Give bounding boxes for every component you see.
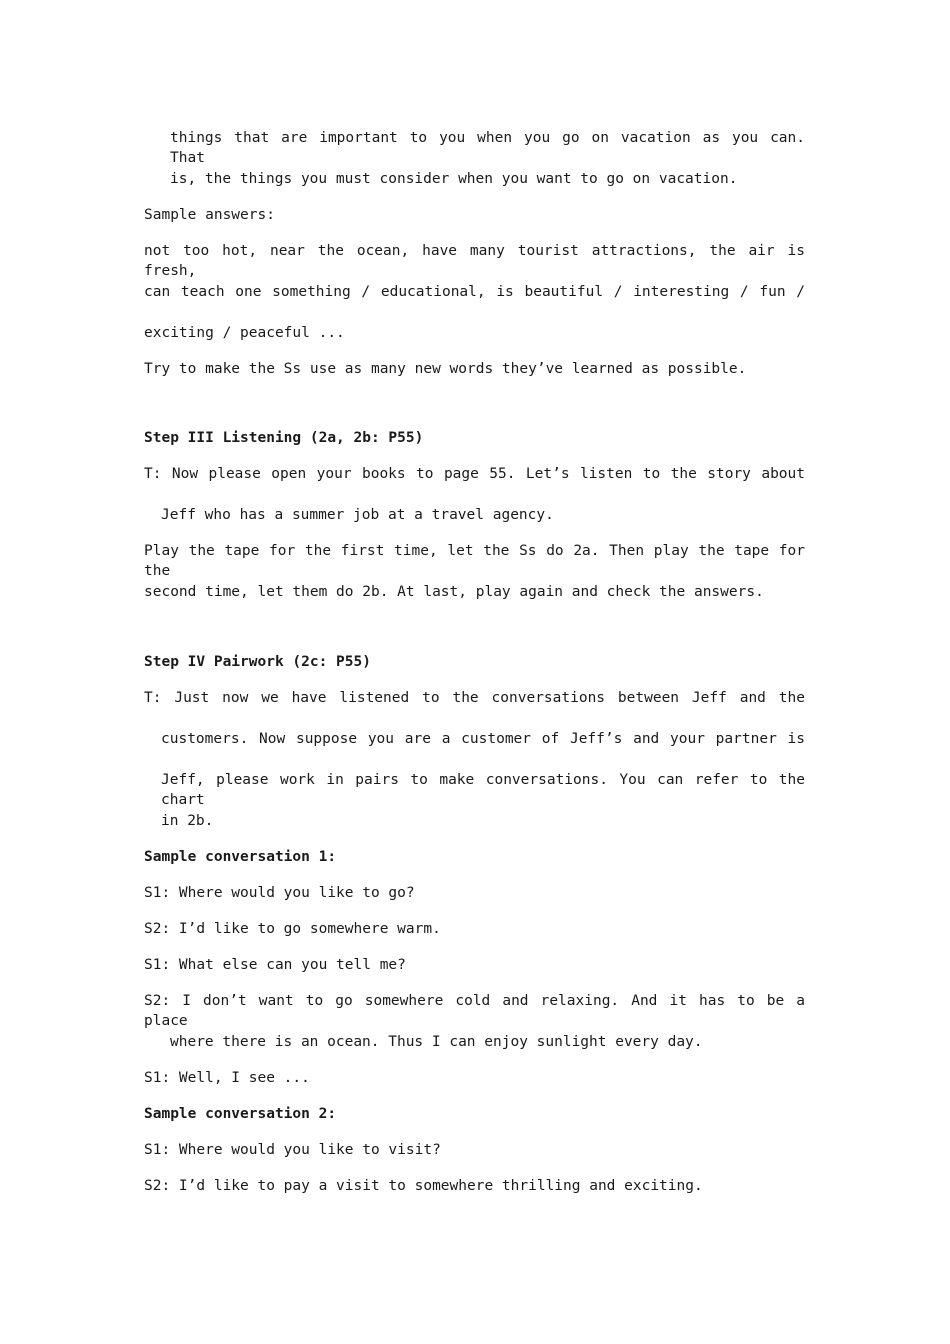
subheading: Sample conversation 1: [144,849,337,865]
text-line: in 2b. [161,813,214,829]
text-line: Sample answers: [144,207,275,223]
section-heading: Step III Listening (2a, 2b: P55) [144,430,424,446]
dialogue-line: S1: Where would you like to visit? [144,1142,441,1158]
text-line: Jeff who has a summer job at a travel agency. [161,507,554,523]
text-line: exciting / peaceful ... [144,325,345,341]
text-line: can teach one something / educational, is beautiful / interesting / fun / [144,284,805,300]
dialogue-line: S2: I don’t want to go somewhere cold and relaxing. And it has to be a place [144,993,805,1029]
text-line: Try to make the Ss use as many new words they’ve learned as possible. [144,361,747,377]
text-line: customers. Now suppose you are a customer of Jeff’s and your partner is [161,731,805,747]
text-line: is, the things you must consider when you want to go on vacation. [170,171,738,187]
text-line: Jeff, please work in pairs to make conversations. You can refer to the chart [161,772,805,808]
dialogue-line: where there is an ocean. Thus I can enjoy sunlight every day. [170,1034,703,1050]
text-line: not too hot, near the ocean, have many tourist attractions, the air is fresh, [144,243,805,279]
text-line: T: Now please open your books to page 55. Let’s listen to the story about [144,466,805,482]
text-line: things that are important to you when you go on vacation as you can. That [170,130,805,166]
subheading: Sample conversation 2: [144,1106,337,1122]
dialogue-line: S1: Well, I see ... [144,1070,310,1086]
dialogue-line: S2: I’d like to go somewhere warm. [144,921,441,937]
dialogue-line: S2: I’d like to pay a visit to somewhere thrilling and exciting. [144,1178,703,1194]
text-line: T: Just now we have listened to the conversations between Jeff and the [144,690,805,706]
dialogue-line: S1: What else can you tell me? [144,957,406,973]
text-line: second time, let them do 2b. At last, play again and check the answers. [144,584,764,600]
dialogue-line: S1: Where would you like to go? [144,885,415,901]
text-line: Play the tape for the first time, let the Ss do 2a. Then play the tape for the [144,543,805,579]
section-heading: Step IV Pairwork (2c: P55) [144,654,371,670]
